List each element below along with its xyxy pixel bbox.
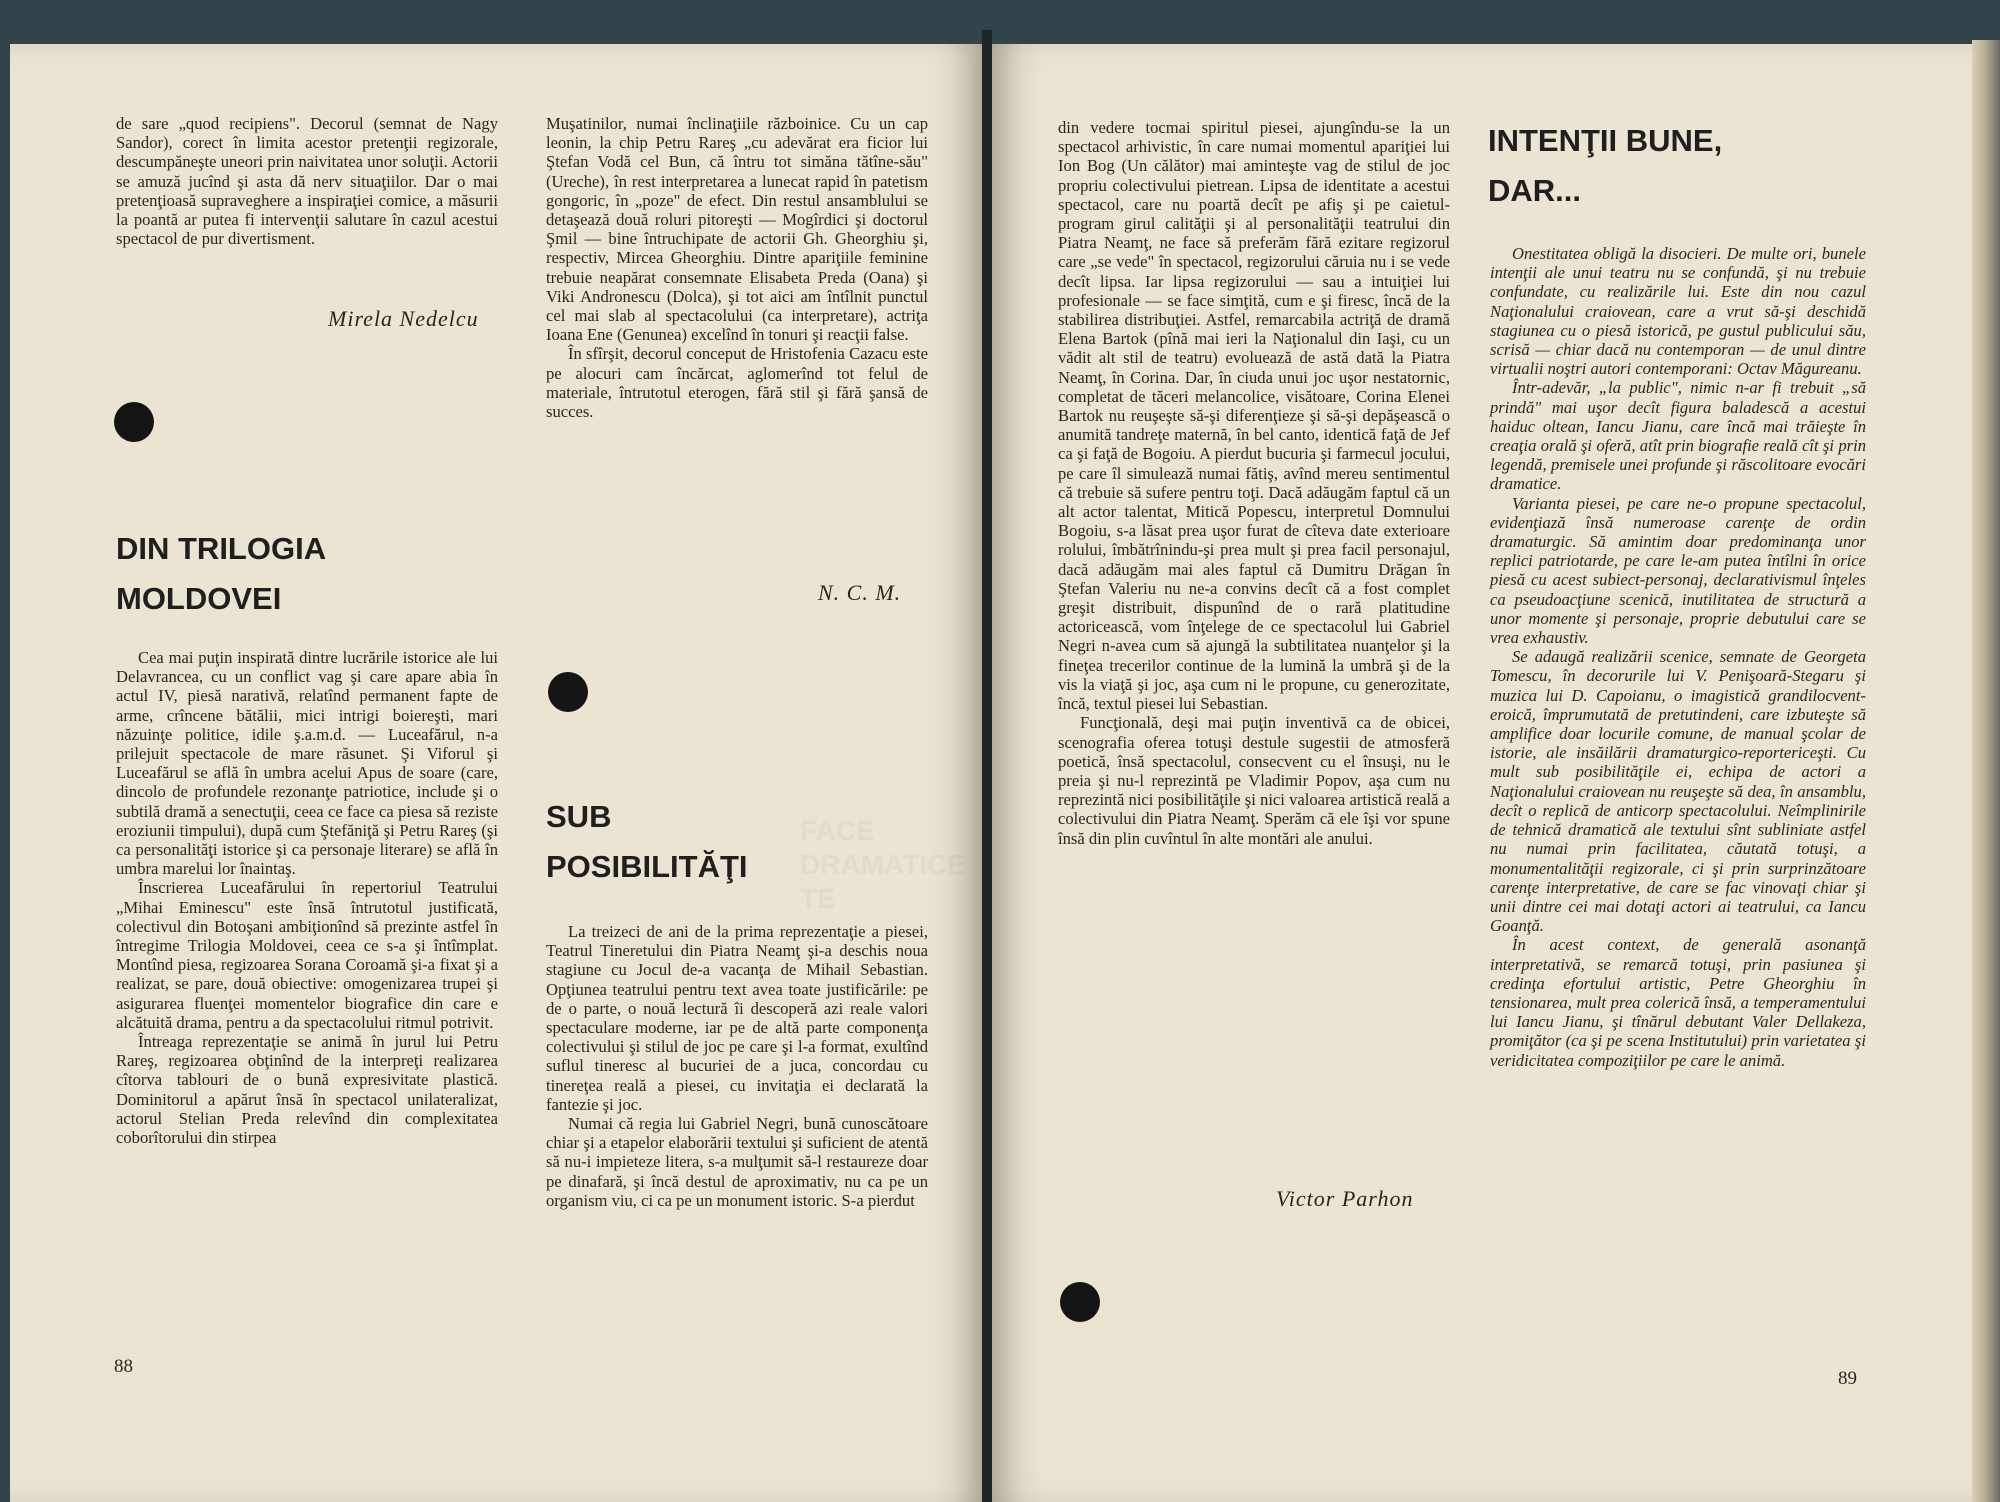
column-4	[1490, 244, 1866, 1070]
paragraph: Se adaugă realizării scenice, semnate de Georgeta Tomescu, în decorurile lui V. Penişoară-Stegaru şi muzica lui D. Capoianu, o imagistică grandilocvent-eroică, împrumutată de pretutindeni, care izbuteşte să amplifice doar locurile comune, de manual şcolar de istorie, ale insăilării dramaturgico-reportericeşti. Cu mult sub posibilităţile ei, echipa de actori a Naţionalului craiovean nu reuşeşte să dea, în ansamblu, decît o replică de anticorp spectacolului. Neîmplinirile de tehnică dramatică ale textului sînt subliniate astfel nu numai prin facilitatea, căutată totuşi, a monumentalităţii regizorale, ci şi prin surprinzătoare carenţe interpretative, de care se fac vinovaţi chiar şi unii dintre cei mai dotaţi actori ai teatrului, ca Iancu Goanţă.	[1490, 647, 1866, 936]
binding-gutter	[982, 30, 992, 1502]
paragraph: În sfîrşit, decorul conceput de Hristofenia Cazacu este pe alocuri cam încărcat, aglomerînd tot felul de materiale, întrutotul eterogen, fără stil şi fără şansă de succes.	[546, 344, 928, 422]
section-bullet	[548, 672, 588, 712]
page-edges	[1972, 40, 2000, 1502]
section-heading-posibilitati: SUB POSIBILITĂŢI	[546, 799, 748, 884]
section-bullet	[1060, 1282, 1100, 1322]
paragraph: Onestitatea obligă la disocieri. De multe ori, bunele intenţii ale unui teatru nu se confundă, şi nu trebuie confundate, cu realizările lui. Este din nou cazul Naţionalului craiovean, care a vrut să-şi deschidă stagiunea cu o piesă istorică, pe gustul publicului său, scrisă — chiar dacă nu contemporan — de unul dintre virtualii noştri autori contemporani: Octav Măgureanu.	[1490, 244, 1866, 379]
right-page	[992, 44, 1972, 1502]
section-heading-intentii: INTENŢII BUNE, DAR...	[1488, 123, 1723, 208]
column-2-bottom	[546, 922, 928, 1210]
signature-mirela-nedelcu: Mirela Nedelcu	[328, 306, 479, 331]
left-page	[10, 44, 982, 1502]
paragraph: Muşatinilor, numai înclinaţiile războinice. Cu un cap leonin, la chip Petru Rareş „cu adevărat era ficior lui Ştefan Vodă cel Bun, că întru tot simăna tătîne-său" (Ureche), în rest interpretarea a lunecat rapid în patetism gongoric, în „poze" de efect. Din restul ansamblului se detaşează două roluri pitoreşti — Mogîrdici şi doctorul Şmil — bine întruchipate de actorii Gh. Gheorghiu şi, respectiv, Mircea Gheorghiu. Dintre apariţiile feminine trebuie neapărat consemnate Elisabeta Preda (Oana) şi Viki Andronescu (Dolca), şi tot aici am întîlnit punctul cel mai slab al spectacolului (ca interpretare), actriţa Ioana Ene (Genunea) excelînd în tonuri şi reacţii false.	[546, 114, 928, 345]
paragraph: de sare „quod recipiens". Decorul (semnat de Nagy Sandor), corect în limita acestor pretenţii regizorale, descumpăneşte uneori prin naivitatea unor soluţii. Actorii se amuză jucînd şi asta dă nerv situaţiilor. Dar o mai pretenţioasă supraveghere a inspiraţiei comice, a măsurii la poantă ar putea fi intervenţii salutare în cazul acestui spectacol de pur divertisment.	[116, 114, 498, 249]
page-number: 89	[1838, 1368, 1857, 1389]
paragraph: În acest context, de generală asonanţă interpretativă, se remarcă totuşi, prin pasiunea şi credinţa efortului artistic, Petre Gheorghiu în tensionarea, mult prea colerică însă, a temperamentului lui Iancu Jianu, şi tînărul debutant Valer Dellakeza, promiţător (ca şi pe scena Institutului) prin varietatea şi veridicitatea compoziţiilor pe care le animă.	[1490, 935, 1866, 1070]
paragraph: din vedere tocmai spiritul piesei, ajungîndu-se la un spectacol arhivistic, în care numai momentul apariţiei lui Ion Bog (Un călător) mai aminteşte vag de stilul de joc propriu colectivului pietrean. Lipsa de identitate a acestui spectacol, care nu poartă decît pe afiş şi pe caietul-program girul calităţii şi al personalităţii teatrului din Piatra Neamţ, ne face să preferăm fără ezitare regizorul care „se vede" în spectacol, regizorului căruia nu i se vede decît lipsa. Iar lipsa regizorului — sau a intuiţiei lui profesionale — se face simţită, cum e şi firesc, încă de la stabilirea distribuţiei. Astfel, remarcabila actriţă de dramă Elena Bartok (pînă mai ieri la Naţionalul din Iaşi, cu un vădit alt stil de teatru) evoluează de astă dată la Piatra Neamţ, în Corina. Dar, în ciuda unui joc uşor nestatornic, completat de tăceri melancolice, visătoare, Corina Elenei Bartok nu reuşeşte să-şi diferenţieze şi să-şi depăşească o anumită tandreţe maternă, în bel canto, identică faţă de Jef ca şi faţă de Bogoiu. A pierdut bucuria şi farmecul jocului, pe care îl simulează numai fătiş, avînd mereu sentimentul că trebuie să sufere pentru toţi. Dacă adăugăm faptul că un alt actor talentat, Mitică Popescu, interpretul Domnului Bogoiu, s-a lăsat prea uşor furat de cîteva date exterioare rolului, îmbătrînindu-şi prea mult şi prea facil personajul, dacă adăugăm mai ales faptul că Dumitru Drăgan în Ştefan Valeriu nu ne-a convins decît că a fost complet greşit distribuit, dispunînd de o rară platitudine actoricească, vom înţelege de ce spectacolul lui Gabriel Negri n-avea cum să ajungă la subtilitatea nuanţelor şi la fineţea trecerilor continue de la lumină la umbră şi de la vis la viaţă şi joc, aşa cum ni le propune, cu generozitate, încă, textul piesei lui Sebastian.	[1058, 118, 1450, 714]
column-1-bottom	[116, 648, 498, 1147]
paragraph: Funcţională, deşi mai puţin inventivă ca de obicei, scenografia oferea totuşi destule sugestii de atmosferă poetică, însă spectacolul, consecvent cu el însuşi, nu le preia şi nu-l reprezintă pe Vladimir Popov, aşa cum nu reprezintă nici posibilităţile şi nici valoarea artistică reală a colectivului din Piatra Neamţ. Sperăm că ele îşi vor spune însă din plin cuvîntul în alte montări ale anului.	[1058, 713, 1450, 848]
column-1-top	[116, 114, 498, 248]
paragraph: Într-adevăr, „la public", nimic n-ar fi trebuit „să prindă" mai uşor decît figura baladescă a acestui haiduc oltean, Iancu Jianu, care încă mai trăieşte în creaţia orală şi oferă, atît prin biografie reală cît şi prin legendă, premisele unei profunde şi răscolitoare evocări dramatice.	[1490, 378, 1866, 494]
paragraph: La treizeci de ani de la prima reprezentaţie a piesei, Teatrul Tineretului din Piatra Neamţ şi-a deschis noua stagiune cu Jocul de-a vacanţa de Mihail Sebastian. Opţiunea teatrului pentru text avea toate justificările: pe de o parte, o nouă lectură îi descoperă azi reale valori spectaculare moderne, iar pe de altă parte componenţa colectivului şi stilul de joc pe care şi l-a format, exultînd suflul tineresc al bucuriei de a juca, concordau cu tinereţea reală a piesei, cu invitaţia ei declarată la fantezie şi joc.	[546, 922, 928, 1114]
paragraph: Întreaga reprezentaţie se animă în jurul lui Petru Rareş, regizoarea obţinînd de la interpreţi realizarea cîtorva tablouri de o bună expresivitate plastică. Dominitorul a apărut însă în spectacol unilateralizat, actorul Stelian Preda relevînd din complexitatea coborîtorului din stirpea	[116, 1032, 498, 1148]
section-heading-trilogia: DIN TRILOGIA MOLDOVEI	[116, 531, 327, 616]
paragraph: Varianta piesei, pe care ne-o propune spectacolul, evidenţiază însă numeroase carenţe de ordin dramaturgic. Să amintim doar predominanţa unor replici patriotarde, pe care le-am putea întîlni în orice piesă cu acest subiect-personaj, declarativismul înţeles ca pseudoacţiune scenică, inutilitatea de structură a unor momente şi personaje, proprie debutului care se vrea exhaustiv.	[1490, 493, 1866, 648]
paragraph: Cea mai puţin inspirată dintre lucrările istorice ale lui Delavrancea, cu un conflict vag şi care apare abia în actul IV, piesă narativă, relatînd permanent fapte de arme, crîncene bătălii, mici intrigi boiereşti, mari năzuinţe politice, idile ş.a.m.d. — Luceafărul, n-a prilejuit spectacole de mare răsunet. Şi Viforul şi Luceafărul se află în umbra acelui Apus de soare (care, dincolo de profundele rezonanţe patriotice, include şi o subtilă dramă a senectuţii, ceea ce face ca piesa să reziste eroziunii timpului), după cum Ştefăniţă şi Petru Rareş (şi ca personalităţi istorice şi ca personaje literare) se află în umbra marelui lor înaintaş.	[116, 648, 498, 879]
column-2-top	[546, 114, 928, 421]
show-through-text: FACE DRAMATICE TE	[800, 815, 966, 914]
paragraph: Înscrierea Luceafărului în repertoriul Teatrului „Mihai Eminescu" este însă întrutotul justificată, colectivul din Botoşani ambiţionînd să prezinte astfel în întregime Trilogia Moldovei, ceea ce s-a şi întîmplat. Montînd piesa, regizoarea Sorana Coroamă şi-a fixat şi a realizat, se pare, două obiective: omogenizarea trupei şi asigurarea fluenţei momentelor biografice din care e alcătuită drama, pentru a da spectacolului ritmul potrivit.	[116, 878, 498, 1032]
signature-victor-parhon: Victor Parhon	[1276, 1186, 1414, 1211]
page-number: 88	[114, 1356, 133, 1377]
signature-ncm: N. C. M.	[818, 580, 902, 605]
section-bullet	[114, 402, 154, 442]
paragraph: Numai că regia lui Gabriel Negri, bună cunoscătoare chiar şi a etapelor elaborării textului şi suficient de atentă să nu-i impieteze litera, s-a mulţumit să-l restaureze doar pe dinafară, şi încă destul de aproximativ, nu ca pe un organism viu, ci ca pe un monument istoric. S-a pierdut	[546, 1114, 928, 1210]
column-3	[1058, 118, 1450, 848]
